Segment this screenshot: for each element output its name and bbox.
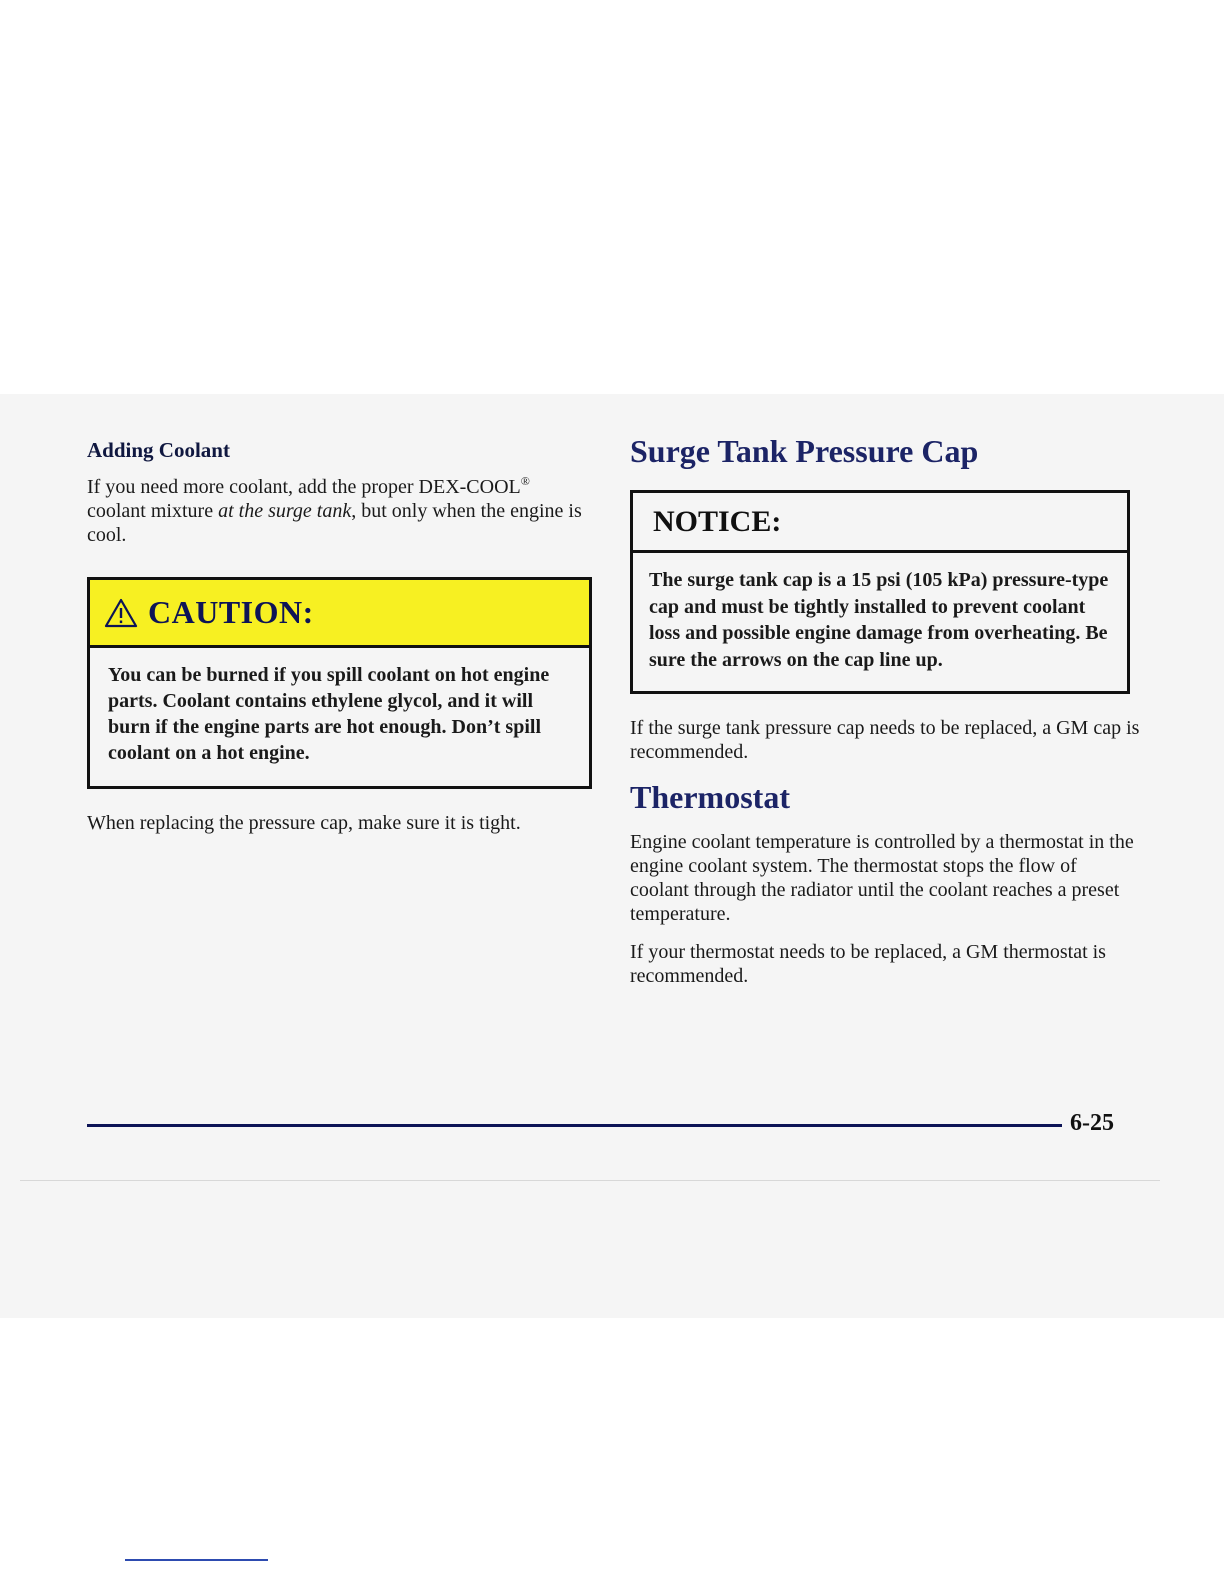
registered-mark: ® <box>520 474 530 488</box>
page-number: 6-25 <box>1070 1110 1114 1136</box>
notice-title: NOTICE: <box>653 504 782 538</box>
warning-triangle-icon <box>104 598 138 628</box>
notice-text: The surge tank cap is a 15 psi (105 kPa) pressure-type cap and must be tightly installed to prevent coolant loss and possible engine damage from overheating. Be sure the arrows on the cap line up. <box>649 569 1109 671</box>
caution-box <box>87 577 592 789</box>
pressure-cap-tight-paragraph: When replacing the pressure cap, make sure it is tight. <box>87 812 521 834</box>
para-text-pre: If you need more coolant, add the proper DEX-COOL <box>87 476 521 498</box>
faint-divider <box>20 1180 1160 1181</box>
thermostat-heading: Thermostat <box>630 779 790 815</box>
thermostat-paragraph-2: If your thermostat needs to be replaced, a GM thermostat is recommended. <box>630 941 1106 987</box>
notice-box <box>630 490 1130 694</box>
para-text-post: , but only when the engine is cool. <box>87 500 582 546</box>
caution-text: You can be burned if you spill coolant on hot engine parts. Coolant contains ethylene glycol, and it will burn if the engine parts are hot enough. Don’t spill coolant on a hot engine. <box>108 664 550 764</box>
surge-tank-heading: Surge Tank Pressure Cap <box>630 433 979 469</box>
bottom-link-rule <box>125 1559 268 1561</box>
adding-coolant-subhead: Adding Coolant <box>87 438 230 462</box>
thermostat-paragraph-1: Engine coolant temperature is controlled by a thermostat in the engine coolant system. The thermostat stops the flow of coolant through the radiator until the coolant reaches a preset temperature. <box>630 831 1134 925</box>
para-text-mid: coolant mixture <box>87 500 219 522</box>
caution-title: CAUTION: <box>148 594 314 630</box>
right-column <box>630 432 1140 988</box>
footer-rule <box>87 1124 1062 1127</box>
cap-replacement-paragraph: If the surge tank pressure cap needs to be replaced, a GM cap is recommended. <box>630 717 1140 763</box>
para-text-italic: at the surge tank <box>218 500 352 522</box>
notice-header <box>633 493 1127 553</box>
caution-header <box>90 580 589 648</box>
adding-coolant-paragraph <box>87 475 592 547</box>
left-column <box>87 438 592 835</box>
